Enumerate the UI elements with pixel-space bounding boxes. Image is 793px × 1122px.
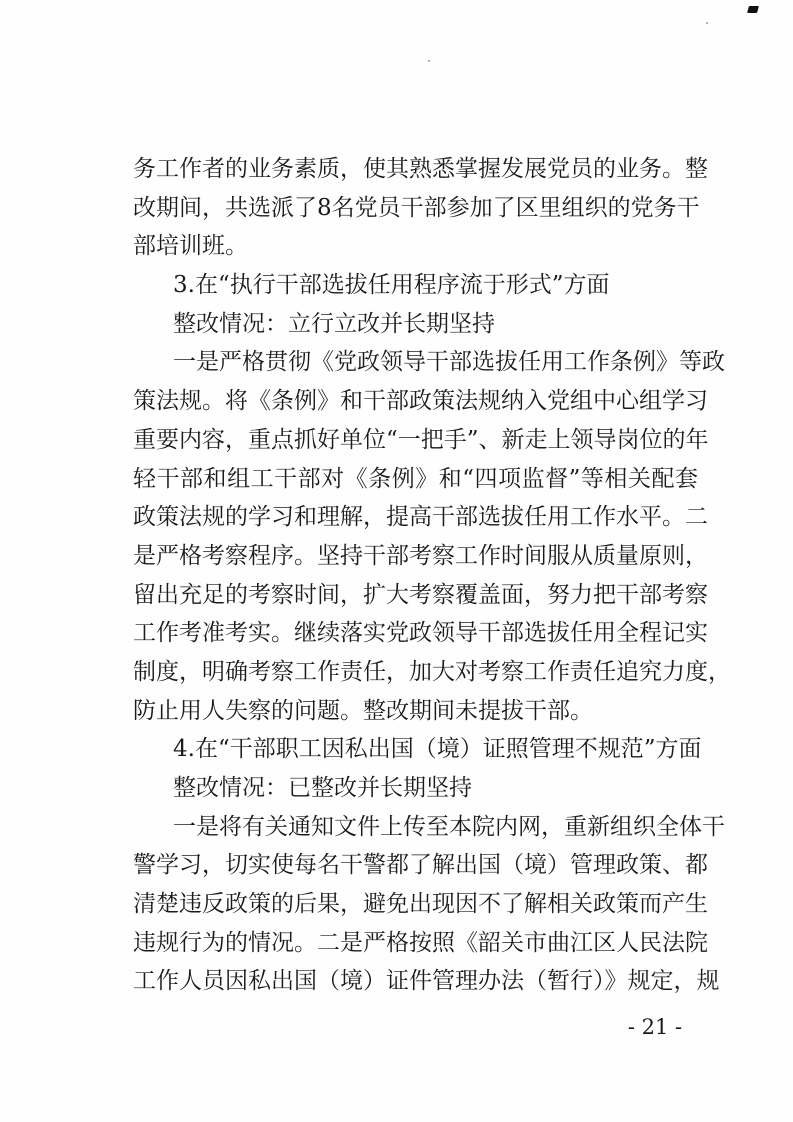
text-line: 制度，明确考察工作责任，加大对考察工作责任追究力度， bbox=[133, 658, 731, 685]
text-line: 整改情况：已整改并长期坚持 bbox=[173, 775, 472, 801]
scan-artifact-dot bbox=[706, 22, 708, 24]
scan-artifact-dot bbox=[428, 60, 430, 62]
text-line: 留出充足的考察时间，扩大考察覆盖面，努力把干部考察 bbox=[133, 581, 708, 608]
text-line: 是严格考察程序。坚持干部考察工作时间服从质量原则， bbox=[133, 542, 708, 569]
text-line: 4.在“干部职工因私出国（境）证照管理不规范”方面 bbox=[173, 736, 702, 763]
text-line: 务工作者的业务素质，使其熟悉掌握发展党员的业务。整 bbox=[133, 156, 708, 182]
text-line: 违规行为的情况。二是严格按照《韶关市曲江区人民法院 bbox=[133, 929, 708, 956]
text-line: 一是将有关通知文件上传至本院内网，重新组织全体干 bbox=[173, 813, 725, 840]
page-number: - 21 - bbox=[627, 1015, 683, 1039]
body-text bbox=[133, 150, 731, 1001]
text-line: 工作人员因私出国（境）证件管理办法（暂行）》规定，规 bbox=[133, 968, 720, 995]
scan-artifact-mark bbox=[747, 6, 759, 13]
text-line: 3.在“执行干部选拔任用程序流于形式”方面 bbox=[173, 272, 610, 299]
text-line: 轻干部和组工干部对《条例》和“四项监督”等相关配套 bbox=[133, 465, 698, 492]
text-line: 一是严格贯彻《党政领导干部选拔任用工作条例》等政 bbox=[173, 349, 725, 376]
text-line: 政策法规的学习和理解，提高干部选拔任用工作水平。二 bbox=[133, 504, 708, 531]
text-line: 部培训班。 bbox=[133, 233, 248, 260]
text-line: 重要内容，重点抓好单位“一把手”、新走上领导岗位的年 bbox=[133, 426, 709, 453]
text-line: 整改情况：立行立改并长期坚持 bbox=[173, 310, 495, 337]
text-line: 工作考准考实。继续落实党政领导干部选拔任用全程记实 bbox=[133, 620, 708, 647]
text-line: 改期间，共选派了8名党员干部参加了区里组织的党务干 bbox=[133, 194, 700, 221]
text-line: 防止用人失察的问题。整改期间未提拔干部。 bbox=[133, 697, 593, 724]
text-line: 策法规。将《条例》和干部政策法规纳入党组中心组学习 bbox=[133, 388, 708, 415]
text-line: 清楚违反政策的后果，避免出现因不了解相关政策而产生 bbox=[133, 891, 708, 918]
text-line: 警学习，切实使每名干警都了解出国（境）管理政策、都 bbox=[133, 852, 708, 879]
